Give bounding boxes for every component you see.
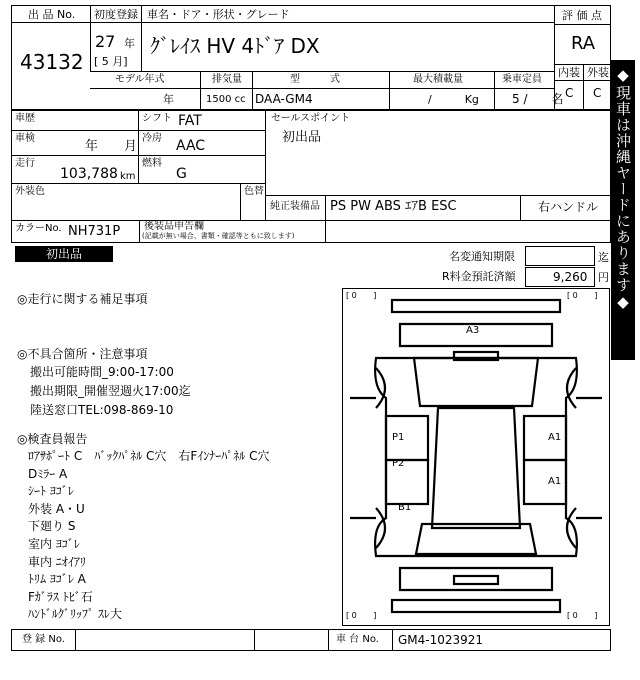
- mileage: 103,788: [60, 166, 118, 182]
- divider: [325, 195, 326, 220]
- divider: [75, 629, 76, 651]
- type-label: 型 式: [290, 74, 340, 85]
- divider: [494, 71, 495, 110]
- divider: [520, 195, 521, 220]
- max-load: / Kg: [428, 93, 479, 106]
- exterior-grade: C: [593, 86, 602, 100]
- diagram-corner-bottom-left: [ 0 ]: [346, 611, 377, 620]
- damage-mark-p1: P1: [392, 432, 405, 443]
- damage-mark-a1-rear: A1: [548, 476, 562, 487]
- chassis-no: GM4-1023921: [398, 633, 484, 647]
- shift: FAT: [178, 113, 202, 129]
- chassis-label: 車 台 No.: [336, 634, 379, 645]
- yard-notice-banner: ◆現車は沖縄ヤードにあります◆: [611, 60, 635, 360]
- mileage-unit: km: [120, 171, 136, 182]
- divider: [11, 183, 265, 184]
- inspector-line: 車内 ﾆｵｲｱﾘ: [28, 554, 86, 569]
- car-name: ｸﾞﾚｲｽ HV 4ﾄﾞｱ DX: [150, 34, 320, 58]
- divider: [138, 110, 139, 183]
- rating-value: RA: [571, 33, 596, 54]
- lot-no: 43132: [20, 50, 84, 74]
- divider: [90, 22, 554, 23]
- exterior-label: 外装: [587, 66, 609, 79]
- body-outline: [375, 358, 577, 556]
- divider: [11, 155, 265, 156]
- rear-panel: [400, 568, 552, 590]
- divider: [254, 629, 255, 651]
- divider: [554, 80, 611, 81]
- divider: [325, 220, 326, 243]
- divider: [141, 5, 142, 71]
- inspector-line: ﾄﾘﾑ ﾖｺﾞﾚ A: [28, 572, 86, 587]
- fuel-label: 燃料: [142, 158, 162, 169]
- inspector-line: Dﾐﾗｰ A: [28, 466, 68, 481]
- first-reg-year-unit: 年: [124, 37, 135, 50]
- inspector-line: 下廻り S: [28, 519, 76, 534]
- mileage-label: 走行: [15, 158, 35, 169]
- model-year-unit: 年: [163, 93, 174, 106]
- recycle-label: R料金預託済額: [442, 270, 516, 283]
- issue-line: 陸送窓口TEL:098-869-10: [30, 403, 174, 417]
- diagram-corner-left: [ 0 ]: [346, 291, 377, 300]
- damage-mark-a3: A3: [466, 325, 480, 336]
- divider: [554, 24, 611, 25]
- model-year-label: モデル年式: [115, 74, 165, 85]
- footer-row: [11, 629, 611, 651]
- first-reg-month: [ 5 月]: [94, 55, 128, 68]
- reg-no-label: 登 録 No.: [22, 634, 65, 645]
- car-outline-diagram: [342, 288, 610, 626]
- diagram-corner-bottom-right: [ 0 ]: [567, 611, 598, 620]
- ac: AAC: [176, 138, 206, 154]
- damage-mark-p2: P2: [392, 458, 405, 469]
- divider: [392, 629, 393, 651]
- lot-no-label: 出 品 No.: [28, 8, 76, 21]
- color-change-label: 色替: [244, 186, 264, 197]
- max-load-label: 最大積載量: [413, 74, 463, 85]
- first-reg-label: 初度登録: [94, 8, 138, 21]
- inspection-label: 車検: [15, 133, 35, 144]
- divider: [265, 110, 266, 220]
- equipment: PS PW ABS ｴｱB ESC: [330, 199, 457, 214]
- inspector-line: 室内 ﾖｺﾞﾚ: [28, 537, 80, 551]
- rating-label: 評 価 点: [562, 9, 602, 22]
- hood-panel: [414, 358, 538, 406]
- name-change-unit: 迄: [598, 251, 609, 264]
- divider: [90, 5, 91, 71]
- divider: [328, 629, 329, 651]
- diagram-corner-right: [ 0 ]: [567, 291, 598, 300]
- divider: [139, 220, 140, 243]
- capacity-label: 乗車定員: [502, 74, 542, 85]
- inspector-line: 外装 A・U: [28, 501, 85, 516]
- divider: [90, 71, 554, 72]
- issues-heading: ◎不具合箇所・注意事項: [17, 347, 148, 361]
- recycle-unit: 円: [598, 271, 609, 284]
- inspector-line: ﾊﾝﾄﾞﾙｸﾞﾘｯﾌﾟ ｽﾚ大: [28, 607, 122, 622]
- color-no: NH731P: [68, 224, 121, 239]
- aftermarket-label: 後装品申告欄: [144, 221, 204, 232]
- inspection-value: 年 月: [85, 139, 138, 154]
- divider: [11, 130, 265, 131]
- issue-line: 搬出可能時間_9:00-17:00: [30, 365, 174, 379]
- damage-mark-a1-front: A1: [548, 432, 562, 443]
- name-change-field: [525, 246, 595, 266]
- ac-label: 冷房: [142, 133, 162, 144]
- rear-bumper-panel: [392, 600, 560, 612]
- equipment-label: 純正装備品: [270, 201, 320, 212]
- divider: [389, 71, 390, 110]
- capacity: 5 / 名: [512, 92, 564, 106]
- inspector-line: ﾛｱｻﾎﾟｰﾄ C ﾊﾞｯｸﾊﾟﾈﾙ C穴 右Fｲﾝﾅｰﾊﾟﾈﾙ C穴: [28, 449, 270, 463]
- interior-grade: C: [565, 86, 574, 100]
- car-name-label: 車名・ドア・形状・グレード: [147, 8, 290, 21]
- color-no-label: カラーNo.: [15, 223, 62, 234]
- shift-label: シフト: [142, 113, 172, 124]
- inspector-line: ｼｰﾄ ﾖｺﾞﾚ: [28, 484, 74, 499]
- rear-emblem-panel: [454, 576, 498, 584]
- divider: [583, 64, 584, 110]
- name-change-label: 名変通知期限: [449, 250, 515, 263]
- divider: [240, 183, 241, 220]
- model-type: DAA-GM4: [255, 92, 313, 106]
- inspector-heading: ◎検査員報告: [17, 432, 88, 446]
- damage-mark-b1: B1: [398, 502, 412, 513]
- fuel: G: [176, 166, 187, 182]
- running-notes-heading: ◎走行に関する補足事項: [17, 292, 148, 306]
- issue-line: 搬出期限_開催翌週火17:00迄: [30, 384, 191, 398]
- roof-panel: [432, 408, 520, 528]
- divider: [11, 22, 91, 23]
- aftermarket-note: (記載が無い場合、書類・確認等ともに致します): [142, 232, 295, 240]
- steering: 右ハンドル: [538, 200, 599, 214]
- divider: [252, 71, 253, 110]
- divider: [11, 220, 611, 221]
- first-listing-tag: 初出品: [15, 246, 113, 262]
- divider: [265, 195, 611, 196]
- displacement-label: 排気量: [212, 74, 242, 85]
- sales-point-label: セールスポイント: [271, 113, 351, 124]
- interior-label: 内装: [558, 66, 580, 79]
- exterior-color-label: 外装色: [15, 186, 45, 197]
- first-reg-year: 27: [95, 32, 116, 51]
- displacement: 1500 cc: [206, 94, 246, 105]
- divider: [200, 71, 201, 110]
- history-label: 車歴: [15, 113, 35, 124]
- inspector-line: Fｶﾞﾗｽ ﾄﾋﾞ石: [28, 589, 93, 604]
- divider: [90, 88, 554, 89]
- recycle-value: 9,260: [553, 270, 588, 284]
- front-bumper-panel: [392, 300, 560, 312]
- sales-point: 初出品: [282, 130, 322, 145]
